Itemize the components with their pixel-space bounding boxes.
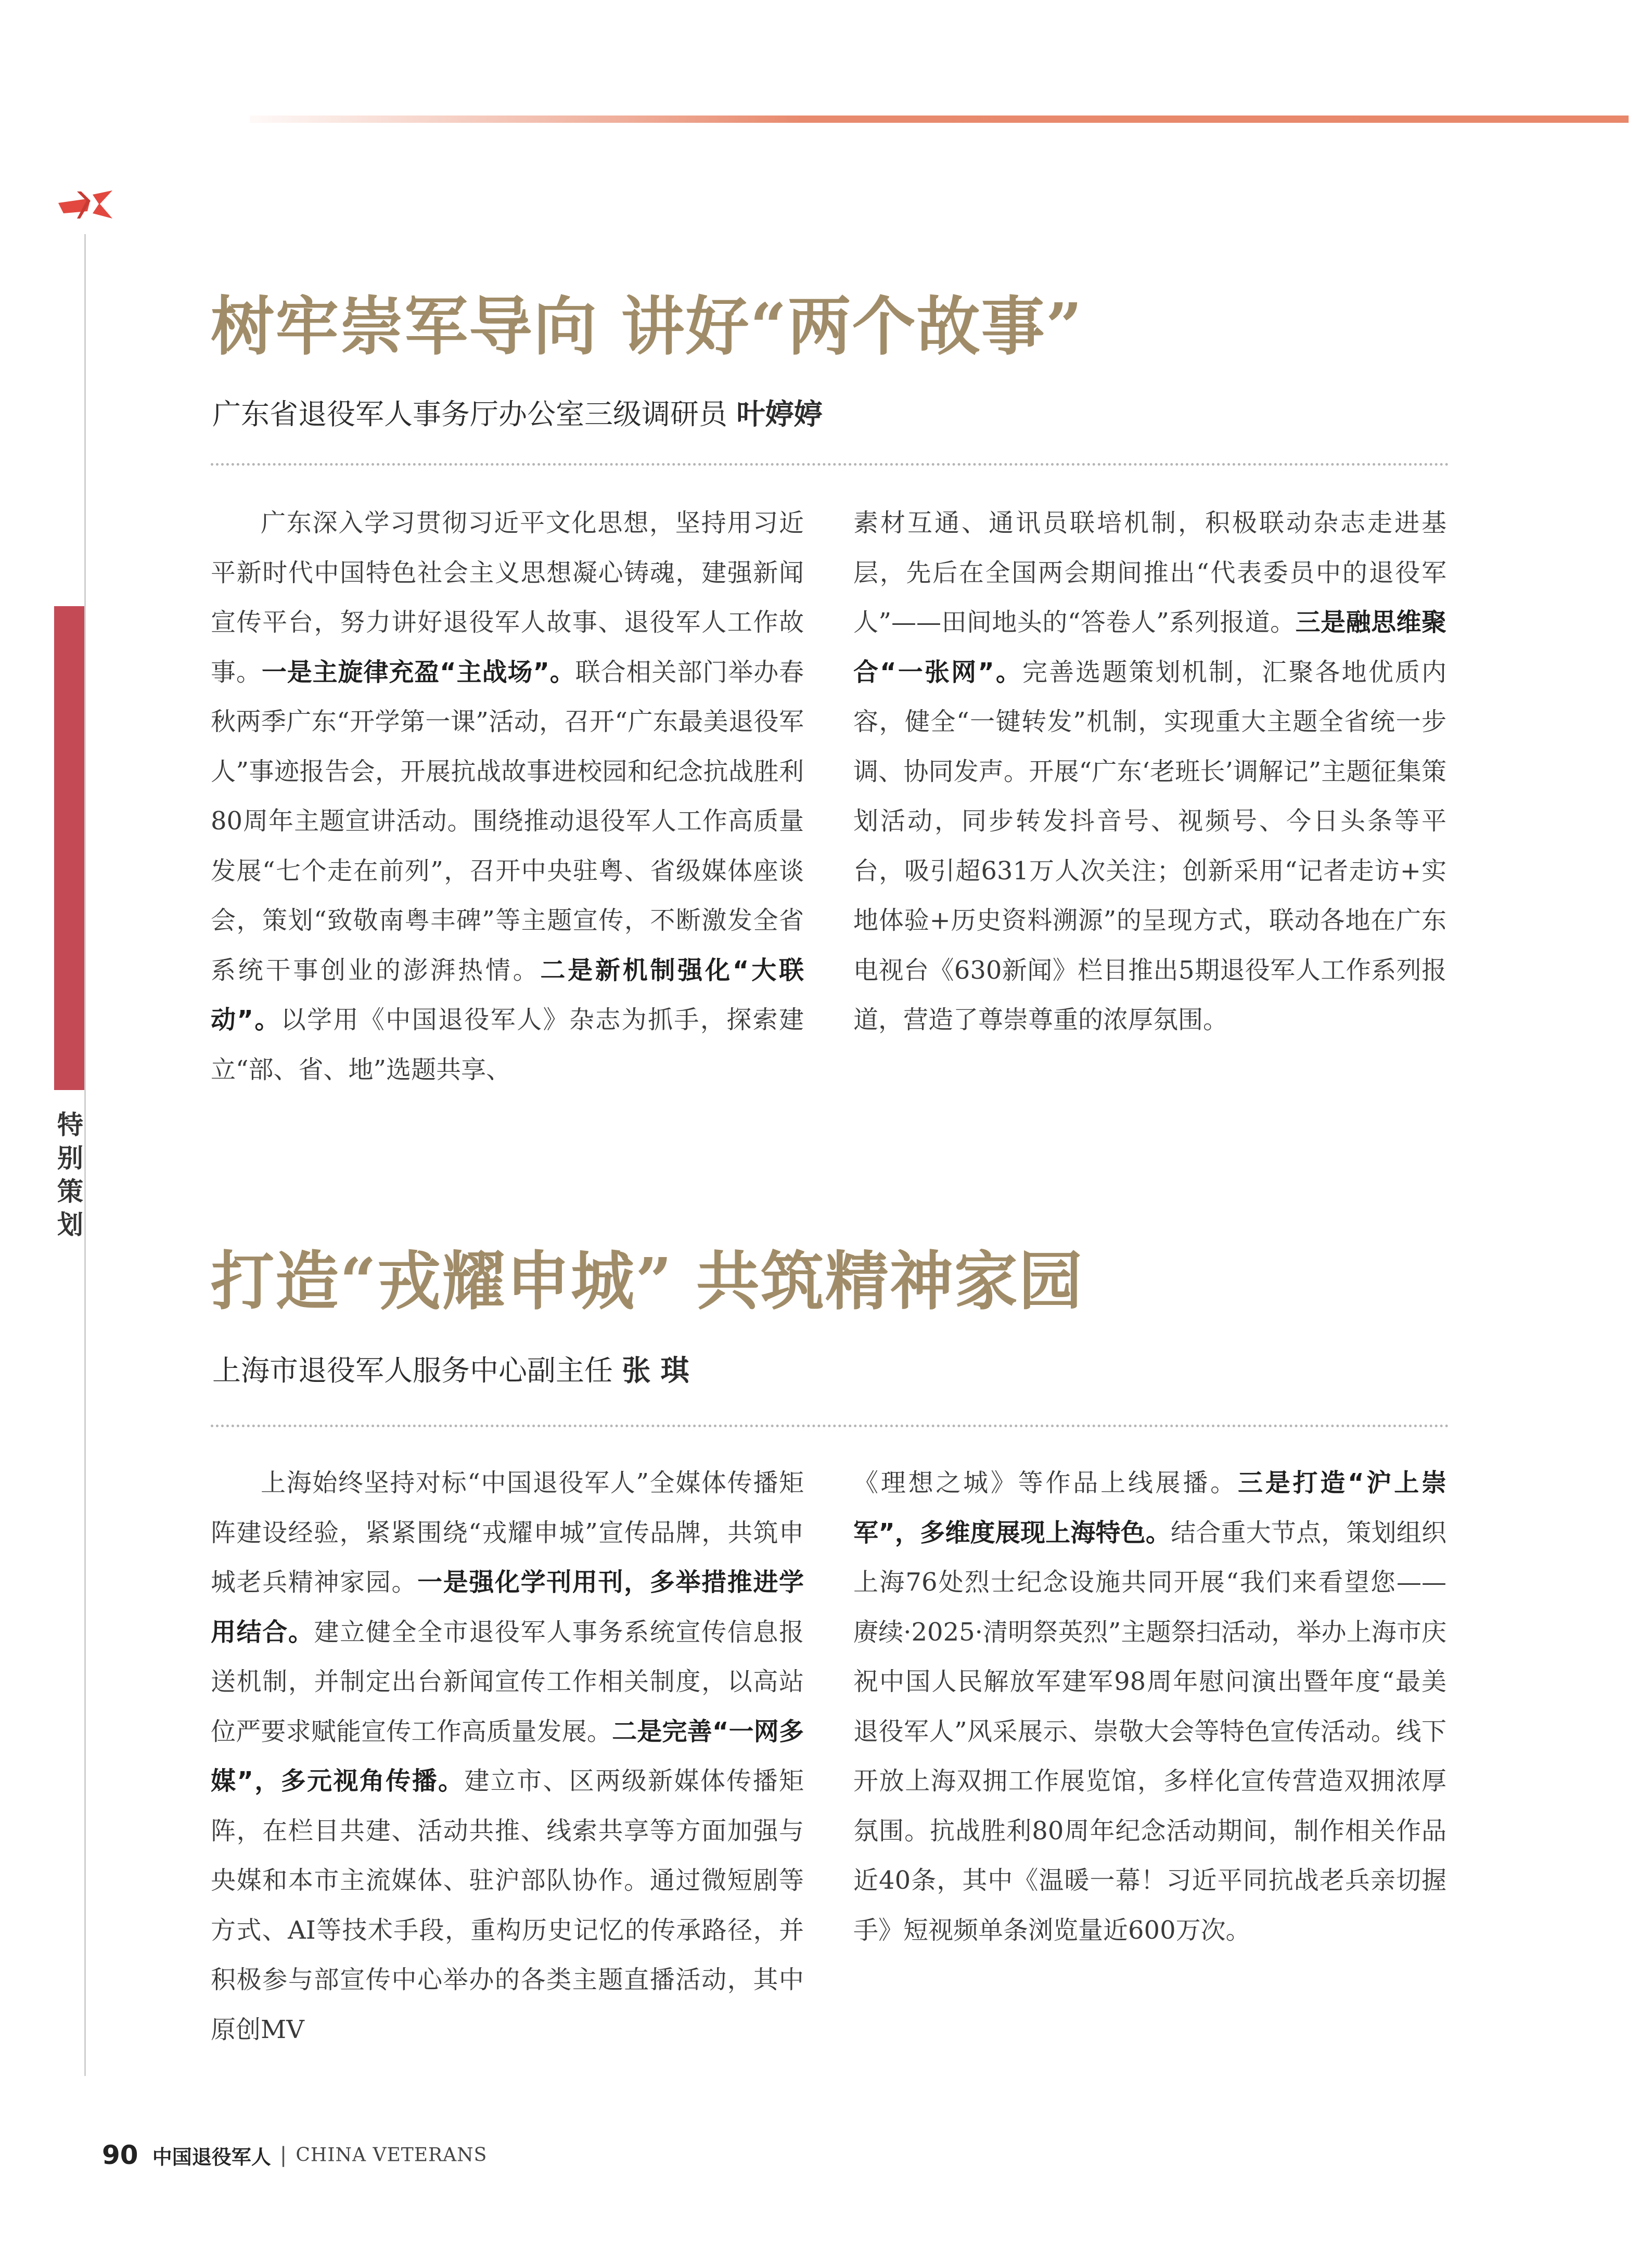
magazine-name: 中国退役军人 [152,2145,271,2169]
article-column-right [853,498,1446,1045]
section-color-bar [54,606,84,1090]
article-column-right [853,1458,1446,1955]
author-name: 叶婷婷 [736,398,823,431]
article-title: 树牢崇军导向 讲好“两个故事” [211,289,1083,364]
body-paragraph [211,498,804,1095]
page-number: 90 [102,2140,138,2170]
author-name: 张 琪 [622,1354,689,1387]
body-text: 广东深入学习贯彻习近平文化思想，坚持用习近平新时代中国特色社会主义思想凝心铸魂，建强新闻宣传平台，努力讲好退役军人故事、退役军人工作故事。 [211,508,804,687]
body-paragraph [853,498,1446,1045]
article-column-left [211,1458,804,2055]
dotted-divider [211,1425,1449,1427]
magazine-name-en: CHINA VETERANS [296,2144,488,2166]
body-text: 建立健全全市退役军人事务系统宣传信息报送机制，并制定出台新闻宣传工作相关制度，以高站位严要求赋能宣传工作高质量发展。 [211,1617,804,1746]
page-footer [102,2140,487,2170]
header-accent-bar [250,116,1629,123]
body-text: 联合相关部门举办春秋两季广东“开学第一课”活动，召开“广东最美退役军人”事迹报告会，开展抗战故事进校园和纪念抗战胜利80周年主题宣讲活动。围绕推动退役军人工作高质量发展“七个走在前列”，召开中央驻粤、省级媒体座谈会，策划“致敬南粤丰碑”等主题宣传，不断激发全省系统干事创业的澎湃热情。 [211,657,804,985]
article-title: 打造“戎耀申城” 共筑精神家园 [211,1244,1083,1318]
body-text: 《理想之城》等作品上线展播。 [853,1468,1238,1497]
body-emphasis: 三是融思维聚合“一张网”。 [853,608,1446,687]
article-byline [212,391,823,432]
section-label: 特别策划 [57,1110,83,1240]
body-text: 完善选题策划机制，汇聚各地优质内容，健全“一键转发”机制，实现重大主题全省统一步调、协同发声。开展“广东‘老班长’调解记”主题征集策划活动，同步转发抖音号、视频号、今日头条等平台，吸引超631万人次关注；创新采用“记者走访+实地体验+历史资料溯源”的呈现方式，联动各地在广东电视台《630新闻》栏目推出5期退役军人工作系列报道，营造了尊崇尊重的浓厚氛围。 [853,657,1446,1034]
author-title: 广东省退役军人事务厅办公室三级调研员 [212,398,728,431]
article-byline [212,1348,689,1389]
author-title: 上海市退役军人服务中心副主任 [212,1354,613,1387]
body-emphasis: 二是新机制强化“大联动”。 [211,955,804,1034]
magazine-logo-icon [56,187,114,223]
body-paragraph [211,1458,804,2055]
footer-separator: | [279,2143,287,2167]
dotted-divider [211,463,1449,466]
body-emphasis: 二是完善“一网多媒”，多元视角传播。 [211,1716,804,1796]
article-column-left [211,498,804,1095]
body-text: 素材互通、通讯员联培机制，积极联动杂志走进基层，先后在全国两会期间推出“代表委员中的退役军人”——田间地头的“答卷人”系列报道。 [853,508,1446,637]
body-text: 上海始终坚持对标“中国退役军人”全媒体传播矩阵建设经验，紧紧围绕“戎耀申城”宣传品牌，共筑申城老兵精神家园。 [211,1468,804,1597]
body-emphasis: 一是强化学刊用刊，多举措推进学用结合。 [211,1568,804,1647]
body-paragraph [853,1458,1446,1955]
body-text: 以学用《中国退役军人》杂志为抓手，探索建立“部、省、地”选题共享、 [211,1005,804,1084]
body-emphasis: 三是打造“沪上崇军”，多维度展现上海特色。 [853,1468,1446,1547]
body-text: 结合重大节点，策划组织上海76处烈士纪念设施共同开展“我们来看望您——赓续·2025·清明祭英烈”主题祭扫活动，举办上海市庆祝中国人民解放军建军98周年慰问演出暨年度“最美退役军人”风采展示、崇敬大会等特色宣传活动。线下开放上海双拥工作展览馆，多样化宣传营造双拥浓厚氛围。抗战胜利80周年纪念活动期间，制作相关作品近40条，其中《温暖一幕！习近平同抗战老兵亲切握手》短视频单条浏览量近600万次。 [853,1518,1446,1945]
body-emphasis: 一是主旋律充盈“主战场”。 [261,657,575,687]
body-text: 建立市、区两级新媒体传播矩阵，在栏目共建、活动共推、线索共享等方面加强与央媒和本市主流媒体、驻沪部队协作。通过微短剧等方式、AI等技术手段，重构历史记忆的传承路径，并积极参与部宣传中心举办的各类主题直播活动，其中原创MV [211,1766,804,2044]
